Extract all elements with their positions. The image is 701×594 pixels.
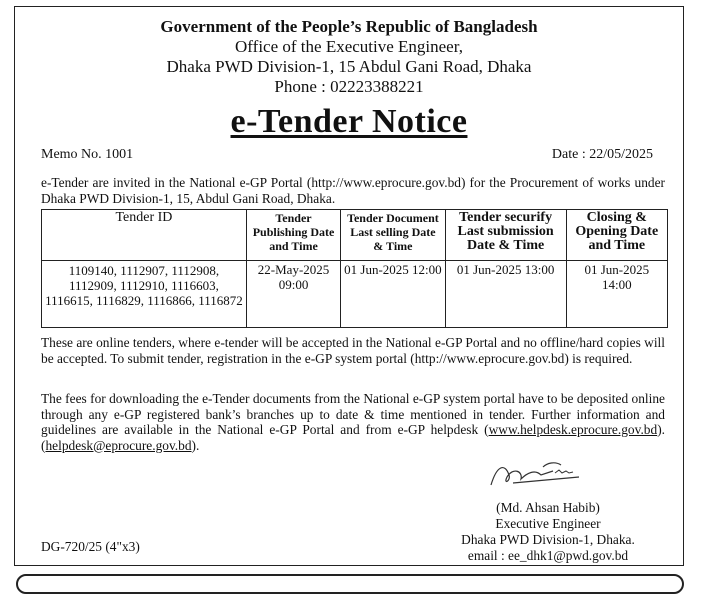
notice-title-text: e-Tender Notice bbox=[230, 103, 468, 140]
security-datetime: 01 Jun-2025 13:00 bbox=[445, 261, 566, 328]
header-doc-selling: Tender Document Last selling Date & Time bbox=[341, 210, 446, 261]
header-publishing: Tender Publishing Date and Time bbox=[246, 210, 340, 261]
government-heading: Government of the People’s Republic of Bangladesh bbox=[160, 17, 538, 36]
office-name: Office of the Executive Engineer, bbox=[235, 37, 463, 56]
tender-ids: 1109140, 1112907, 1112908, 1112909, 1112910, 1116603, 1116615, 1116829, 1116866, 1116872 bbox=[42, 261, 247, 328]
helpdesk-email-link[interactable]: helpdesk@eprocure.gov.bd bbox=[45, 437, 192, 453]
signatory-email: email : ee_dhk1@pwd.gov.bd bbox=[467, 548, 629, 563]
doc-selling-datetime: 01 Jun-2025 12:00 bbox=[341, 261, 446, 328]
tender-notice bbox=[14, 6, 684, 566]
fees-text: The fees for downloading the e-Tender documents from the National e-GP system portal have to be deposited online through any e-GP registered bank’s branches up to date & time mentioned in tender. Further information and guidelines are available in the National e-GP Portal and from e-GP helpdesk ( bbox=[41, 391, 665, 437]
intro-paragraph: e-Tender are invited in the National e-GP Portal (http://www.eprocure.gov.bd) for the Procurement of works under Dhaka PWD Division-1, 15, Abdul Gani Road, Dhaka. bbox=[41, 175, 665, 206]
header-security: Tender securify Last submission Date & Time bbox=[445, 210, 566, 261]
helpdesk-link[interactable]: www.helpdesk.eprocure.gov.bd bbox=[488, 422, 658, 437]
signatory-designation: Executive Engineer bbox=[495, 516, 601, 531]
notice-date: Date : 22/05/2025 bbox=[551, 147, 653, 162]
bottom-frame bbox=[16, 574, 684, 594]
signatory-office: Dhaka PWD Division-1, Dhaka. bbox=[461, 532, 635, 547]
dg-reference: DG-720/25 (4"x3) bbox=[41, 539, 140, 554]
fees-text-end: ). bbox=[191, 437, 200, 453]
header-tender-id: Tender ID bbox=[42, 210, 247, 261]
office-address: Dhaka PWD Division-1, 15 Abdul Gani Road, Dhaka bbox=[166, 57, 532, 76]
fees-paragraph bbox=[41, 391, 665, 453]
office-phone: Phone : 02223388221 bbox=[274, 77, 424, 96]
notice-title bbox=[15, 103, 683, 141]
memo-number: Memo No. 1001 bbox=[41, 147, 134, 162]
online-tender-paragraph: These are online tenders, where e-tender will be accepted in the National e-GP Portal and no offline/hard copies will be accepted. To submit tender, registration in the e-GP system portal (http://www.eprocure.gov.bd) is required. bbox=[41, 335, 665, 366]
tender-table bbox=[41, 209, 668, 328]
table-header-row bbox=[42, 210, 668, 261]
publishing-datetime: 22-May-2025 09:00 bbox=[246, 261, 340, 328]
signature-image bbox=[483, 455, 583, 493]
header-closing: Closing & Opening Date and Time bbox=[566, 210, 667, 261]
table-row bbox=[42, 261, 668, 328]
signatory-name: (Md. Ahsan Habib) bbox=[496, 500, 600, 515]
fees-text-mid: ). ( bbox=[41, 422, 665, 453]
closing-datetime: 01 Jun-2025 14:00 bbox=[566, 261, 667, 328]
